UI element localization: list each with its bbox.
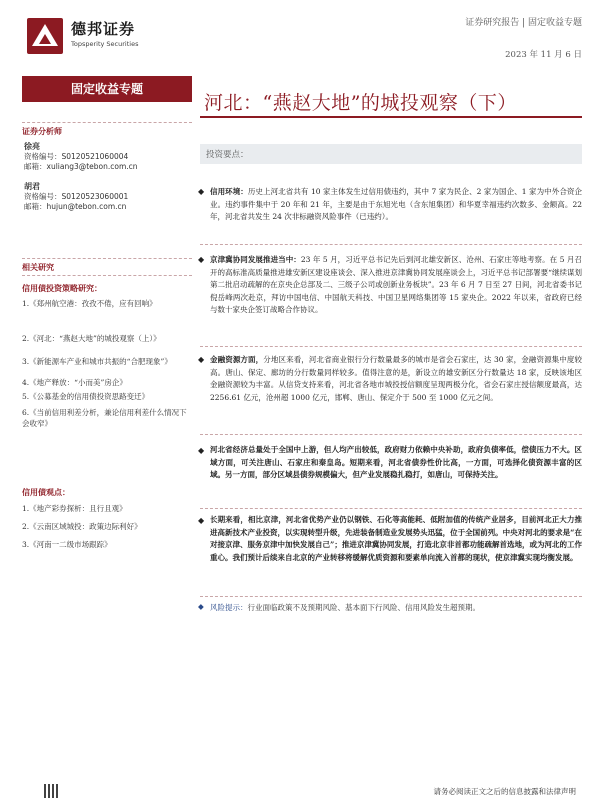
analyst-cert: 资格编号：S0120521060004 (24, 151, 129, 161)
diamond-bullet-icon: ◆ (198, 255, 205, 264)
key-points-bar (200, 144, 582, 164)
qr-code-icon (44, 784, 58, 798)
risk-text: 行业面临政策不及预期风险、基本面下行风险、信用风险发生超预期。 (247, 603, 480, 612)
related-link[interactable]: 3.《新能源车产业和城市共振的“合肥现象”》 (22, 357, 172, 366)
key-point-text: 历史上河北省共有 10 家主体发生过信用债违约，其中 7 家为民企、2 家为国企、1 家为中外合资企业。违约事件集中于 20 年和 21 年，主要是由于东旭光电（含东旭集团）和华夏幸福违约次数多、金额高。22 年，河北省共发生 24 次非标融资风险事件（已违约）。 (210, 187, 582, 221)
company-logo-icon (27, 18, 63, 54)
diamond-bullet-icon: ◆ (198, 187, 205, 196)
key-point-lead: 信用环境： (210, 187, 248, 196)
analyst-email[interactable]: 邮箱：xuliang3@tebon.com.cn (24, 162, 138, 171)
divider (200, 244, 582, 245)
related-link[interactable]: 1.《地产彩券探析：且行且观》 (22, 504, 127, 513)
risk-label: 风险提示： (210, 603, 248, 612)
analyst-heading: 证券分析师 (22, 126, 62, 136)
related-link[interactable]: 2.《河北：“燕赵大地”的城投观察（上）》 (22, 334, 161, 343)
divider (200, 434, 582, 435)
divider (200, 346, 582, 347)
analyst-block (24, 141, 138, 173)
related-subheading: 信用债投资策略研究： (22, 283, 102, 293)
diamond-bullet-icon: ◆ (198, 515, 205, 525)
report-date: 2023 年 11 月 6 日 (505, 50, 582, 60)
disclaimer-note: 请务必阅读正文之后的信息披露和法律声明 (433, 787, 576, 796)
related-link[interactable]: 3.《河南一二级市场跟踪》 (22, 540, 112, 549)
key-point-text: 分地区来看，河北省商业银行分行数量最多的城市是省会石家庄，达 30 家，金融资源集中度较高。唐山、保定、廊坊的分行数量同样较多。值得注意的是，新设立的雄安新区分行数量达 18 家，反映该地区金融资源较为丰富。从信贷支持来看，河北省各地市城投授信额度呈现两极分化，省会石家庄授信额度最高，达 2256.61 亿元，沧州超 1000 亿元，邯郸、唐山、保定介于 500 至 1000 亿元之间。 (210, 355, 583, 402)
related-link[interactable]: 2.《云南区域城投：政策边际利好》 (22, 522, 142, 531)
company-name: 德邦证券 (71, 20, 136, 38)
divider (200, 508, 582, 509)
key-point-text: 河北省经济总量处于全国中上游，但人均产出较低，政府财力依赖中央补助，政府负债率低，偿债压力不大。区域方面，可关注唐山、石家庄和秦皇岛。短期来看，河北省债券性价比高，一方面，可选择化债资源丰富的区域。另一方面，部分区域县债券规模偏大，但产业发展稳扎稳打，如唐山，可保持关注。 (210, 445, 582, 479)
key-point (198, 354, 583, 404)
key-point-text: 23 年 5 月，习近平总书记先后到河北雄安新区、沧州、石家庄等地考察。在 5 月召开的高标准高质量推进雄安新区建设座谈会、深入推进京津冀协同发展座谈会上，习近平总书记部署要“继续谋划第二批启动疏解的在京央企总部及二、三级子公司或创新业务板块”。23 年 6 月 7 日至 27 日间，河北省委书记倪岳峰两次赴京，拜访中国电信、中国航天科技、中国卫星网络集团等 15 家央企。2022 年以来，省政府已经与数十家央企签订战略合作协议。 (210, 255, 582, 314)
analyst-name: 徐亮 (24, 141, 40, 151)
diamond-bullet-icon: ◆ (198, 602, 204, 611)
related-link[interactable]: 1.《郑州航空港：孜孜不倦，应有回响》 (22, 299, 157, 308)
diamond-bullet-icon: ◆ (198, 445, 205, 455)
divider (200, 596, 582, 597)
divider (22, 275, 192, 276)
related-heading: 相关研究 (22, 262, 54, 272)
related-link[interactable]: 5.《公募基金的信用债投资思路变迁》 (22, 392, 150, 401)
title-underline (200, 116, 582, 118)
key-point (198, 514, 582, 564)
topic-banner: 固定收益专题 (22, 76, 192, 102)
analyst-block (24, 181, 128, 213)
related-subheading: 信用债观点： (22, 487, 70, 497)
key-point (198, 254, 582, 317)
related-link[interactable]: 6.《当前信用利差分析，兼论信用利差什么情况下会收窄》 (22, 408, 187, 428)
key-points-label: 投资要点： (206, 150, 249, 160)
related-link[interactable]: 4.《地产释放：“小而美”房企》 (22, 378, 127, 387)
key-point (198, 186, 582, 224)
analyst-name: 胡君 (24, 181, 40, 191)
key-point-lead: 金融资源方面， (210, 355, 264, 364)
key-point-text: 长期来看，相比京津，河北省优势产业仍以钢铁、石化等高能耗、低附加值的传统产业居多，目前河北正大力推进高新技术产业投资，以实现转型升级，先进装备制造业发展势头迅猛，位于全国前列。中央对河北的要求是“在对接京津、服务京津中加快发展自己”；推进京津冀协同发展，打造北京非首都功能疏解首选地，或为河北的工作重心。我们预计后续来自北京的产业转移将缓解优质资源和要素单向流入首都的现状，使京津冀实现均衡发展。 (210, 515, 582, 562)
risk-warning (198, 602, 582, 613)
report-type-tag: 证券研究报告 | 固定收益专题 (465, 18, 582, 28)
report-title: 河北：“燕赵大地”的城投观察（下） (204, 92, 517, 114)
key-point-lead: 京津冀协同发展推进当中： (210, 255, 301, 264)
analyst-cert: 资格编号：S0120523060001 (24, 191, 129, 201)
divider (22, 258, 192, 259)
divider (22, 122, 192, 123)
company-name-en: Topsperity Securities (71, 40, 139, 48)
key-point (198, 444, 582, 482)
analyst-email[interactable]: 邮箱：hujun@tebon.com.cn (24, 202, 127, 211)
diamond-bullet-icon: ◆ (198, 355, 205, 364)
